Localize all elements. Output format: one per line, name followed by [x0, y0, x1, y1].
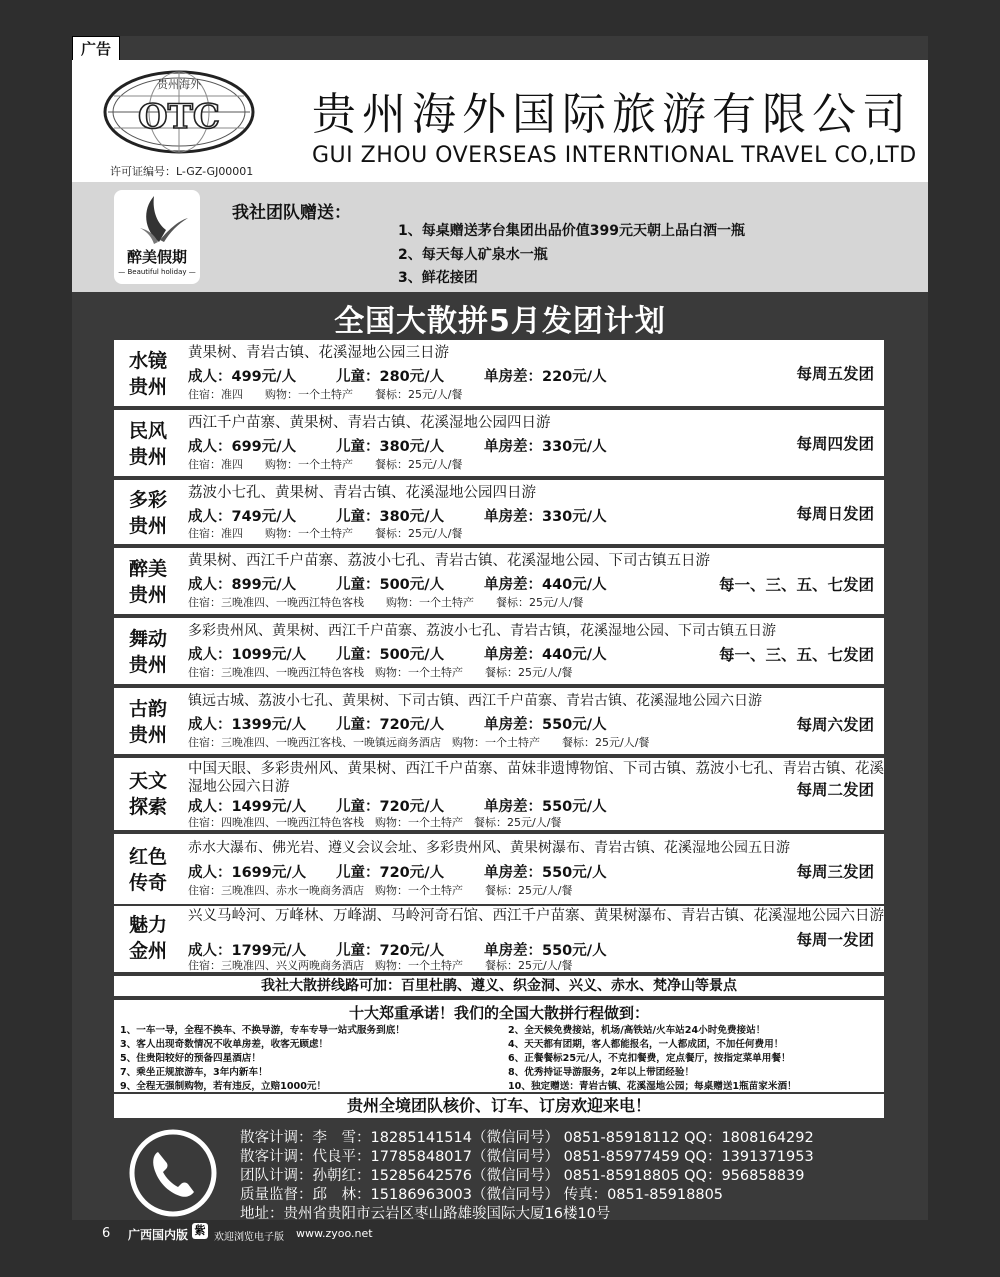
beautiful-holiday-logo — [114, 190, 200, 284]
plan-title: 全国大散拼5月发团计划 — [334, 304, 666, 339]
promise-item: 4、天天都有团期，客人都能报名，一人都成团，不加任何费用！ — [508, 1039, 784, 1050]
tour-schedule: 每周日发团 — [796, 505, 874, 523]
tour-schedule: 每一、三、五、七发团 — [718, 576, 874, 594]
license-number: 许可证编号：L-GZ-GJ00001 — [110, 165, 254, 178]
contact-line: 质量监督：邱 林：15186963003（微信同号） 传真：0851-85918805 — [240, 1187, 724, 1203]
tour-card — [114, 410, 884, 476]
tour-schedule: 每周一发团 — [796, 931, 874, 949]
tour-name: 魅力 金州 — [128, 914, 167, 962]
contact-line: 散客计调：代良平：17785848017（微信同号） 0851-85977459 QQ：1391371953 — [240, 1149, 814, 1165]
tour-prices: 成人：499元/人 儿童：280元/人 单房差：220元/人 — [188, 369, 607, 385]
tour-prices: 成人：1499元/人 儿童：720元/人 单房差：550元/人 — [188, 799, 607, 815]
logo-text: 醉美假期 — [126, 248, 187, 266]
phone-icon — [128, 1128, 218, 1218]
tour-route: 黄果树、青岩古镇、花溪湿地公园三日游 — [188, 345, 449, 361]
tour-prices: 成人：1799元/人 儿童：720元/人 单房差：550元/人 — [188, 943, 607, 959]
tour-card — [114, 340, 884, 406]
tour-name: 舞动 贵州 — [128, 628, 167, 676]
tour-name: 天文 探索 — [128, 770, 167, 818]
tour-schedule: 每周五发团 — [796, 365, 874, 383]
tour-prices: 成人：1399元/人 儿童：720元/人 单房差：550元/人 — [188, 717, 607, 733]
footer-url[interactable]: www.zyoo.net — [296, 1227, 373, 1240]
tour-card — [114, 548, 884, 614]
tour-info: 住宿：四晚准四、一晚西江特色客栈 购物：一个土特产 餐标：25元/人/餐 — [188, 816, 562, 829]
ad-label: 广告 — [72, 36, 120, 62]
tour-route: 镇远古城、荔波小七孔、黄果树、下司古镇、西江千户苗寨、青岩古镇、花溪湿地公园六日游 — [188, 693, 762, 709]
tour-name: 多彩 贵州 — [128, 489, 167, 537]
tour-card — [114, 906, 884, 972]
promise-item: 2、全天候免费接站，机场/高铁站/火车站24小时免费接站！ — [508, 1025, 766, 1036]
tour-card — [114, 758, 884, 830]
promise-item: 3、客人出现奇数情况不收单房差，收客无顾虑！ — [120, 1039, 329, 1050]
promise-item: 7、乘坐正规旅游车，3年内新车！ — [120, 1067, 268, 1078]
tour-name: 醉美 贵州 — [128, 558, 167, 606]
tour-name: 水镜 贵州 — [128, 350, 167, 398]
page-number: 6 — [102, 1226, 111, 1241]
tour-route: 赤水大瀑布、佛光岩、遵义会议会址、多彩贵州风、黄果树瀑布、青岩古镇、花溪湿地公园五日游 — [188, 840, 790, 856]
company-name-cn: 贵州海外国际旅游有限公司 — [312, 89, 912, 140]
tour-prices: 成人：1699元/人 儿童：720元/人 单房差：550元/人 — [188, 865, 607, 881]
svg-text:OTC: OTC — [138, 97, 220, 137]
tour-prices: 成人：1099元/人 儿童：500元/人 单房差：440元/人 — [188, 647, 607, 663]
tour-route: 中国天眼、多彩贵州风、黄果树、西江千户苗寨、苗妹非遗博物馆、下司古镇、荔波小七孔、青岩古镇、花溪湿地公园六日游 — [188, 761, 884, 795]
tour-route: 兴义马岭河、万峰林、万峰湖、马岭河奇石馆、西江千户苗寨、黄果树瀑布、青岩古镇、花溪湿地公园六日游 — [188, 908, 884, 924]
tour-info: 住宿：三晚准四、一晚西江特色客栈 购物：一个土特产 餐标：25元/人/餐 — [188, 596, 584, 609]
promise-item: 1、一车一导，全程不换车、不换导游，专车专导一站式服务到底！ — [120, 1025, 405, 1036]
contact-line: 团队计调：孙朝红：15285642576（微信同号） 0851-85918805 QQ：956858839 — [240, 1168, 805, 1184]
tour-schedule: 每周四发团 — [796, 435, 874, 453]
tour-route: 黄果树、西江千户苗寨、荔波小七孔、青岩古镇、花溪湿地公园、下司古镇五日游 — [188, 553, 710, 569]
welcome-bar: 贵州全境团队核价、订车、订房欢迎来电！ — [114, 1094, 884, 1118]
tour-info: 住宿：三晚准四、兴义两晚商务酒店 购物：一个土特产 餐标：25元/人/餐 — [188, 959, 573, 972]
promise-item: 8、优秀持证导游服务，2年以上带团经验！ — [508, 1067, 695, 1078]
tour-card — [114, 834, 884, 904]
gift-item: 3、鲜花接团 — [398, 270, 478, 286]
company-header — [72, 60, 928, 182]
wing-icon — [114, 190, 200, 246]
tour-info: 住宿：三晚准四、一晚西江客栈、一晚镇远商务酒店 购物：一个土特产 餐标：25元/人/餐 — [188, 736, 650, 749]
footer-welcome: 欢迎浏览电子版 — [214, 1232, 284, 1243]
tour-card — [114, 618, 884, 684]
tour-info: 住宿：准四 购物：一个土特产 餐标：25元/人/餐 — [188, 388, 463, 401]
gift-item: 1、每桌赠送茅台集团出品价值399元天朝上品白酒一瓶 — [398, 223, 745, 239]
logo-subtext: — Beautiful holiday — — [118, 268, 196, 276]
tour-prices: 成人：699元/人 儿童：380元/人 单房差：330元/人 — [188, 439, 607, 455]
tour-schedule: 每周三发团 — [796, 863, 874, 881]
edition-label: 广西国内版 — [128, 1228, 189, 1242]
promise-item: 5、住贵阳较好的预备四星酒店！ — [120, 1053, 261, 1064]
tour-route: 西江千户苗寨、黄果树、青岩古镇、花溪湿地公园四日游 — [188, 415, 551, 431]
promises-title: 十大郑重承诺！我们的全国大散拼行程做到： — [348, 1004, 649, 1022]
promise-item: 6、正餐餐标25元/人，不克扣餐费，定点餐厅，按指定菜单用餐！ — [508, 1053, 791, 1064]
company-name-en: GUI ZHOU OVERSEAS INTERNTIONAL TRAVEL CO,LTD — [312, 143, 917, 168]
tour-info: 住宿：三晚准四、一晚西江特色客栈 购物：一个土特产 餐标：25元/人/餐 — [188, 666, 573, 679]
tour-prices: 成人：749元/人 儿童：380元/人 单房差：330元/人 — [188, 509, 607, 525]
gift-section — [72, 182, 928, 292]
tour-schedule: 每周六发团 — [796, 716, 874, 734]
promise-item: 9、全程无强制购物，若有违反，立赔1000元！ — [120, 1081, 327, 1092]
svg-text:贵州海外: 贵州海外 — [157, 78, 201, 91]
promises-section — [114, 1000, 884, 1092]
gift-title: 我社团队赠送： — [232, 203, 351, 223]
tour-schedule: 每一、三、五、七发团 — [718, 646, 874, 664]
tour-info: 住宿：准四 购物：一个土特产 餐标：25元/人/餐 — [188, 458, 463, 471]
tour-route: 荔波小七孔、黄果树、青岩古镇、花溪湿地公园四日游 — [188, 485, 536, 501]
tour-name: 民风 贵州 — [128, 420, 167, 468]
route-note: 我社大散拼线路可加：百里杜鹃、遵义、织金洞、兴义、赤水、梵净山等景点 — [114, 976, 884, 996]
tour-card — [114, 688, 884, 754]
tour-card — [114, 480, 884, 544]
tour-prices: 成人：899元/人 儿童：500元/人 单房差：440元/人 — [188, 577, 607, 593]
tour-name: 古韵 贵州 — [128, 698, 167, 746]
address-line: 地址：贵州省贵阳市云岩区枣山路雄骏国际大厦16楼10号 — [240, 1206, 611, 1222]
otc-globe-logo — [102, 68, 256, 156]
tour-schedule: 每周二发团 — [796, 781, 874, 799]
tour-info: 住宿：准四 购物：一个土特产 餐标：25元/人/餐 — [188, 527, 463, 540]
edition-badge: 紫 — [192, 1223, 208, 1239]
gift-item: 2、每天每人矿泉水一瓶 — [398, 247, 548, 263]
promise-item: 10、独定赠送：青岩古镇、花溪湿地公园；每桌赠送1瓶苗家米酒！ — [508, 1081, 797, 1092]
tour-route: 多彩贵州风、黄果树、西江千户苗寨、荔波小七孔、青岩古镇，花溪湿地公园、下司古镇五日游 — [188, 623, 776, 639]
tour-name: 红色 传奇 — [128, 846, 167, 894]
tour-info: 住宿：三晚准四、赤水一晚商务酒店 购物：一个土特产 餐标：25元/人/餐 — [188, 884, 573, 897]
contact-line: 散客计调：李 雪：18285141514（微信同号） 0851-85918112 QQ：1808164292 — [240, 1130, 814, 1146]
